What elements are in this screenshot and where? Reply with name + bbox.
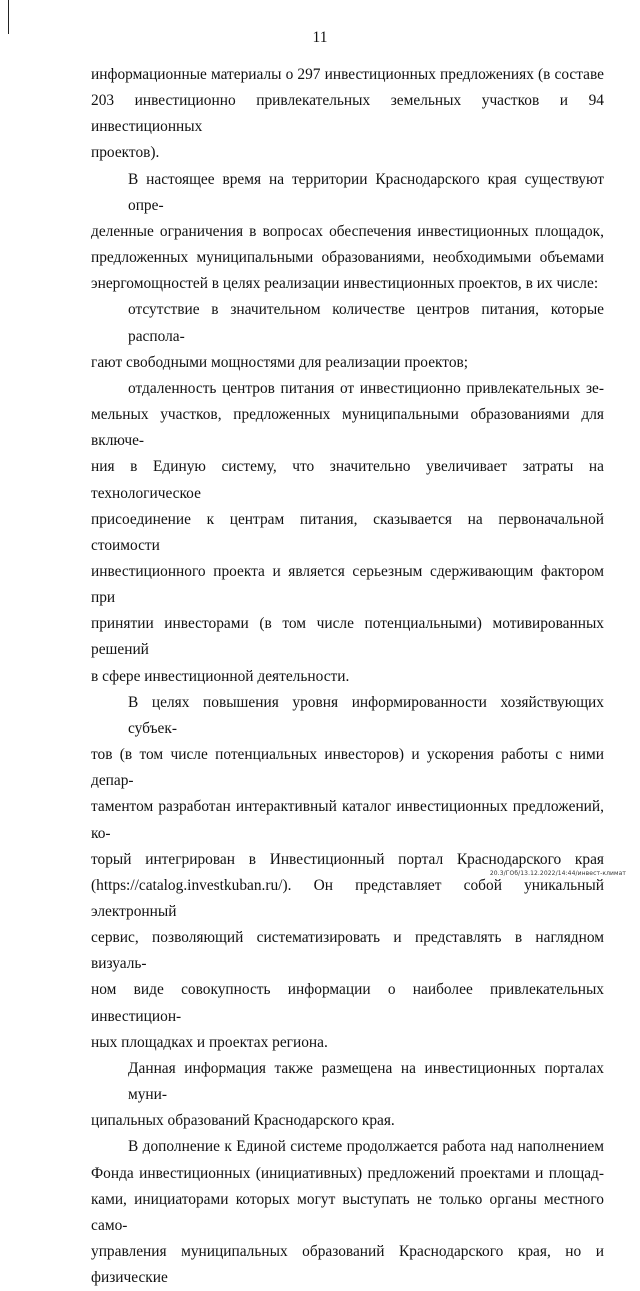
text-line: присоединение к центрам питания, сказывается на первоначальной стоимости [91, 510, 604, 554]
text-line: ципальных образований Краснодарского края. [91, 1112, 395, 1130]
text-line: энергомощностей в целях реализации инвестиционных проектов, в их числе: [91, 275, 599, 293]
text-line: проектов). [91, 144, 160, 162]
text-line: В дополнение к Единой системе продолжается работа над наполнением [128, 1138, 604, 1156]
text-line: управления муниципальных образований Краснодарского края, но и физические [91, 1243, 604, 1287]
text-line: отсутствие в значительном количестве центров питания, которые распола- [128, 301, 604, 345]
text-line: Фонда инвестиционных (инициативных) предложений проектами и площад- [91, 1164, 604, 1182]
text-line: В настоящее время на территории Краснодарского края существуют опре- [128, 170, 604, 214]
text-line: принятии инвесторами (в том числе потенциальными) мотивированных решений [91, 615, 604, 659]
paragraph-6 [91, 1056, 604, 1134]
text-line: ния в Единую систему, что значительно увеличивает затраты на технологическое [91, 458, 604, 502]
text-line: в сфере инвестиционной деятельности. [91, 667, 350, 685]
paragraph-4 [91, 376, 604, 690]
text-line: гают свободными мощностями для реализации проектов; [91, 353, 469, 371]
text-line: ных площадках и проектах региона. [91, 1033, 328, 1051]
text-line: ном виде совокупность информации о наиболее привлекательных инвестицион- [91, 981, 604, 1025]
text-line: инвестиционного проекта и является серьезным сдерживающим фактором при [91, 562, 604, 607]
paragraph-3 [91, 297, 604, 375]
document-body [91, 62, 604, 1291]
paragraph-1 [91, 62, 604, 167]
text-line: торый интегрирован в Инвестиционный портал Краснодарского края [91, 850, 604, 868]
text-line: 203 инвестиционно привлекательных земельных участков и 94 инвестиционных [91, 92, 604, 136]
text-line: тов (в том числе потенциальных инвесторов) и ускорения работы с ними депар- [91, 746, 604, 790]
text-line: мельных участков, предложенных муниципальными образованиями для включе- [91, 406, 604, 450]
footer-stamp: 20.3/ГОб/13.12.2022/14:44/инвест-климат [489, 870, 626, 877]
text-line: (https://catalog.investkuban.ru/). Он представляет собой уникальный электронный [91, 876, 604, 920]
text-line: ками, инициаторами которых могут выступать не только органы местного само- [91, 1190, 604, 1234]
text-line: таментом разработан интерактивный каталог инвестиционных предложений, ко- [91, 798, 604, 842]
text-line: сервис, позволяющий систематизировать и представлять в наглядном визуаль- [91, 929, 604, 973]
paragraph-2 [91, 167, 604, 298]
text-line: предложенных муниципальными образованиями, необходимыми объемами [91, 249, 604, 267]
paragraph-7 [91, 1134, 604, 1291]
text-line: В целях повышения уровня информированности хозяйствующих субъек- [128, 693, 604, 737]
text-line: деленные ограничения в вопросах обеспечения инвестиционных площадок, [91, 222, 604, 240]
page-number: 11 [312, 29, 328, 46]
text-line: отдаленность центров питания от инвестиционно привлекательных зе- [128, 379, 604, 397]
text-line: Данная информация также размещена на инвестиционных порталах муни- [128, 1059, 604, 1104]
text-line: информационные материалы о 297 инвестиционных предложениях (в составе [91, 66, 604, 83]
